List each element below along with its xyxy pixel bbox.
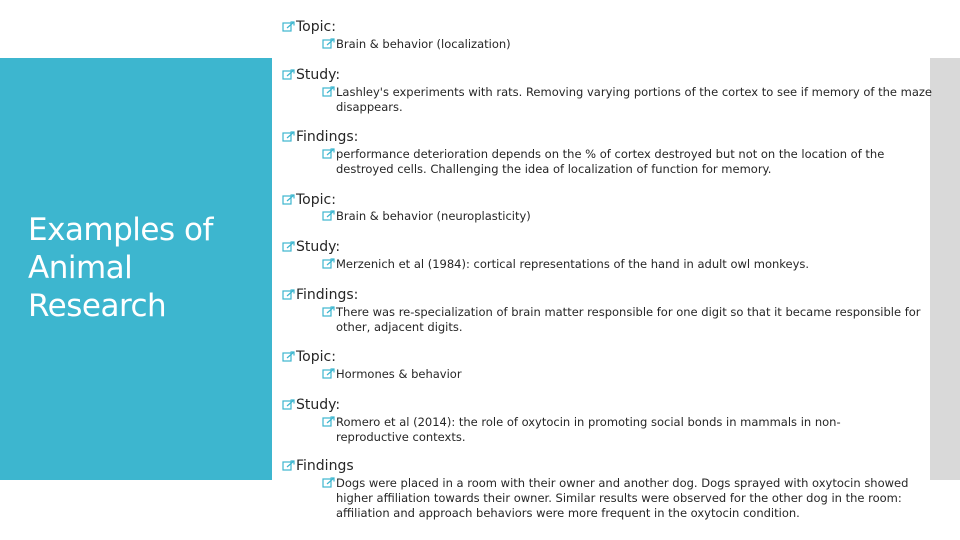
- checkbox-arrow-icon: [322, 367, 336, 380]
- checkbox-arrow-icon: [282, 238, 296, 253]
- sub-bullet-topic-1: Brain & behavior (localization): [322, 37, 936, 52]
- checkbox-arrow-icon: [322, 147, 336, 160]
- checkbox-arrow-icon: [282, 286, 296, 301]
- sub-bullet-study-2: Merzenich et al (1984): cortical representations of the hand in adult owl monkeys.: [322, 257, 936, 272]
- checkbox-arrow-icon: [322, 209, 336, 222]
- bullet-study-1: Study:: [282, 66, 340, 84]
- checkbox-arrow-icon: [322, 415, 336, 428]
- bullet-study-2: Study:: [282, 238, 340, 256]
- bullet-topic-3: Topic:: [282, 348, 336, 366]
- checkbox-arrow-icon: [282, 457, 296, 472]
- checkbox-arrow-icon: [282, 66, 296, 81]
- slide-title: Examples of Animal Research: [28, 212, 213, 324]
- checkbox-arrow-icon: [282, 348, 296, 363]
- checkbox-arrow-icon: [322, 85, 336, 98]
- bullet-findings-2: Findings:: [282, 286, 358, 304]
- sub-bullet-topic-3: Hormones & behavior: [322, 367, 936, 382]
- bullet-topic-2: Topic:: [282, 191, 336, 209]
- bullet-topic-1: Topic:: [282, 18, 336, 36]
- sub-bullet-study-1: Lashley's experiments with rats. Removing varying portions of the cortex to see if memory of the maze disappears.: [322, 85, 936, 115]
- sub-bullet-topic-2: Brain & behavior (neuroplasticity): [322, 209, 936, 224]
- checkbox-arrow-icon: [282, 128, 296, 143]
- checkbox-arrow-icon: [322, 476, 336, 489]
- sub-bullet-findings-3: Dogs were placed in a room with their owner and another dog. Dogs sprayed with oxytocin showed higher affiliation towards their owner. Similar results were observed for the other dog in the room: affiliation and approach behaviors were more frequent in the oxytocin condition.: [322, 476, 948, 521]
- bullet-findings-3: Findings: [282, 457, 354, 475]
- checkbox-arrow-icon: [282, 18, 296, 33]
- checkbox-arrow-icon: [322, 257, 336, 270]
- sub-bullet-findings-2: There was re-specialization of brain matter responsible for one digit so that it became responsible for other, adjacent digits.: [322, 305, 941, 335]
- bullet-study-3: Study:: [282, 396, 340, 414]
- checkbox-arrow-icon: [282, 191, 296, 206]
- sub-bullet-findings-1: performance deterioration depends on the % of cortex destroyed but not on the location of the destroyed cells. Challenging the idea of localization of function for memory.: [322, 147, 926, 177]
- sub-bullet-study-3: Romero et al (2014): the role of oxytocin in promoting social bonds in mammals in non-reproductive contexts.: [322, 415, 881, 445]
- checkbox-arrow-icon: [322, 305, 336, 318]
- checkbox-arrow-icon: [282, 396, 296, 411]
- bullet-findings-1: Findings:: [282, 128, 358, 146]
- checkbox-arrow-icon: [322, 37, 336, 50]
